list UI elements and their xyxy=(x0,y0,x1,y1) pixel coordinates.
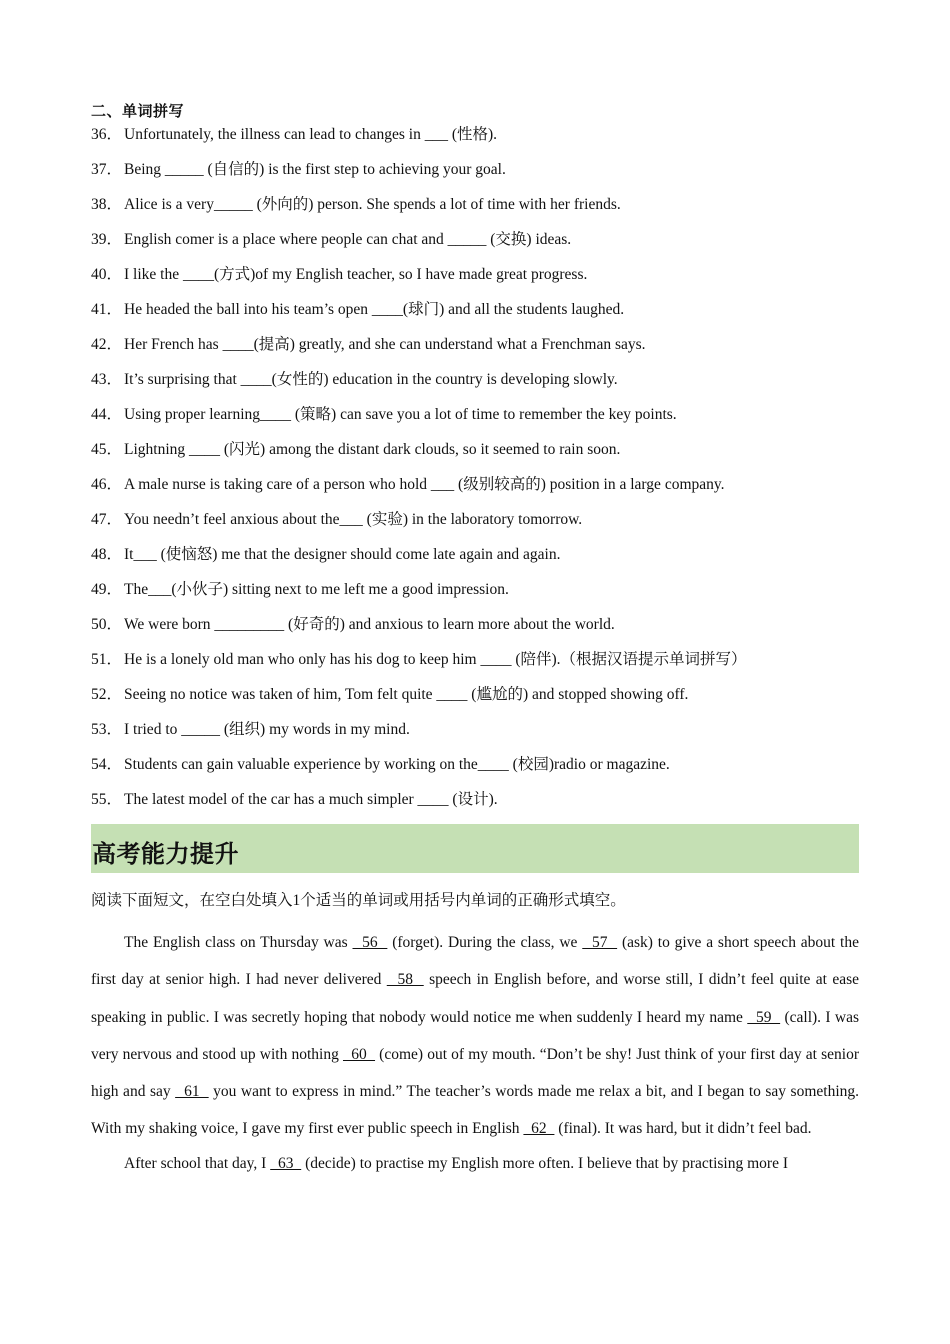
question-item xyxy=(91,299,859,334)
question-text: I like the ____(方式)of my English teacher, so I have made great progress. xyxy=(124,266,588,283)
question-item xyxy=(91,649,859,684)
question-number: 50． xyxy=(91,616,123,633)
passage-text: (ask) to give a short speech about the first day at senior high. I had never delivered xyxy=(91,934,859,989)
question-item xyxy=(91,719,859,754)
passage-paragraph xyxy=(91,1145,859,1182)
question-text: Using proper learning____ (策略) can save you a lot of time to remember the key points. xyxy=(124,406,677,423)
question-item xyxy=(91,159,859,194)
passage-text: (final). It was hard, but it didn’t feel bad. xyxy=(554,1120,812,1138)
question-text: The___(小伙子) sitting next to me left me a good impression. xyxy=(124,581,509,598)
question-item xyxy=(91,124,859,159)
passage-text: After school that day, I xyxy=(124,1154,271,1172)
question-item xyxy=(91,474,859,509)
question-text: He headed the ball into his team’s open ____(球门) and all the students laughed. xyxy=(124,301,625,318)
question-item xyxy=(91,684,859,719)
question-text: It’s surprising that ____(女性的) education in the country is developing slowly. xyxy=(124,371,618,388)
passage-text: (forget). During the class, we xyxy=(387,934,583,951)
question-text: A male nurse is taking care of a person who hold ___ (级别较高的) position in a large company. xyxy=(124,476,725,493)
question-item xyxy=(91,509,859,544)
question-text: Unfortunately, the illness can lead to changes in ___ (性格). xyxy=(124,126,498,143)
answer-blank: 59 xyxy=(747,1008,781,1026)
passage-text: (decide) to practise my English more often. I believe that by practising more I xyxy=(301,1154,788,1172)
passage-text: (call). I was very nervous and stood up with nothing xyxy=(91,1008,860,1063)
question-number: 41． xyxy=(91,301,123,318)
banner-title: 高考能力提升 xyxy=(92,840,239,868)
question-text: Alice is a very_____ (外向的) person. She spends a lot of time with her friends. xyxy=(124,196,621,213)
question-number: 54． xyxy=(91,756,123,773)
question-text: You needn’t feel anxious about the___ (实验) in the laboratory tomorrow. xyxy=(124,511,583,528)
word-spelling-list xyxy=(91,124,859,824)
question-number: 40． xyxy=(91,266,123,283)
answer-blank: 58 xyxy=(386,971,424,989)
question-number: 47． xyxy=(91,511,123,528)
question-text: The latest model of the car has a much simpler ____ (设计). xyxy=(124,791,498,808)
section-banner xyxy=(91,824,859,873)
question-number: 37． xyxy=(91,161,123,178)
passage-text: (come) out of my mouth. “Don’t be shy! Just think of your first day at senior high and say xyxy=(91,1045,859,1101)
question-item xyxy=(91,369,859,404)
section-heading: 二、单词拼写 xyxy=(91,102,185,120)
answer-blank: 56 xyxy=(352,934,388,951)
question-number: 48． xyxy=(91,546,123,563)
question-item xyxy=(91,404,859,439)
question-text: Lightning ____ (闪光) among the distant dark clouds, so it seemed to rain soon. xyxy=(124,441,621,458)
reading-instruction: 阅读下面短文，在空白处填入1个适当的单词或用括号内单词的正确形式填空。 xyxy=(91,892,626,909)
question-number: 36． xyxy=(91,126,123,143)
question-item xyxy=(91,194,859,229)
question-text: Being _____ (自信的) is the first step to achieving your goal. xyxy=(124,161,506,178)
passage-text: The English class on Thursday was xyxy=(124,934,353,951)
question-text: Students can gain valuable experience by working on the____ (校园)radio or magazine. xyxy=(124,756,670,773)
question-number: 46． xyxy=(91,476,123,493)
question-number: 39． xyxy=(91,231,123,248)
question-number: 38． xyxy=(91,196,123,213)
question-item xyxy=(91,229,859,264)
question-number: 52． xyxy=(91,686,123,703)
question-number: 45． xyxy=(91,441,123,458)
answer-blank: 60 xyxy=(342,1045,376,1063)
question-number: 43． xyxy=(91,371,123,388)
question-text: Seeing no notice was taken of him, Tom felt quite ____ (尴尬的) and stopped showing off. xyxy=(124,686,689,703)
question-item xyxy=(91,789,859,824)
question-text: I tried to _____ (组织) my words in my mind. xyxy=(124,721,410,738)
answer-blank: 57 xyxy=(582,934,618,951)
question-item xyxy=(91,439,859,474)
question-text: It___ (使恼怒) me that the designer should come late again and again. xyxy=(124,546,561,563)
question-text: He is a lonely old man who only has his dog to keep him ____ (陪伴).（根据汉语提示单词拼写） xyxy=(124,651,747,668)
question-number: 53． xyxy=(91,721,123,738)
reading-passage xyxy=(91,924,859,1182)
question-item xyxy=(91,264,859,299)
question-item xyxy=(91,614,859,649)
question-number: 42． xyxy=(91,336,123,353)
answer-blank: 61 xyxy=(175,1083,209,1101)
question-number: 55． xyxy=(91,791,123,808)
question-number: 49． xyxy=(91,581,123,598)
question-item xyxy=(91,754,859,789)
question-item xyxy=(91,334,859,369)
question-item xyxy=(91,579,859,614)
question-item xyxy=(91,544,859,579)
question-text: English comer is a place where people can chat and _____ (交换) ideas. xyxy=(124,231,572,248)
passage-paragraph xyxy=(91,924,859,1148)
answer-blank: 63 xyxy=(270,1154,302,1172)
passage-text: speech in English before, and worse still, I didn’t feel quite at ease speaking in public. I was secretly hoping that nobody would notice me when suddenly I heard my name xyxy=(91,971,860,1026)
question-text: Her French has ____(提高) greatly, and she can understand what a Frenchman says. xyxy=(124,336,646,353)
question-number: 44． xyxy=(91,406,123,423)
question-text: We were born _________ (好奇的) and anxious to learn more about the world. xyxy=(124,616,615,633)
answer-blank: 62 xyxy=(523,1120,555,1138)
passage-text: you want to express in mind.” The teacher’s words made me relax a bit, and I began to say something. With my shaking voice, I gave my first ever public speech in English xyxy=(91,1083,860,1138)
question-number: 51． xyxy=(91,651,123,668)
